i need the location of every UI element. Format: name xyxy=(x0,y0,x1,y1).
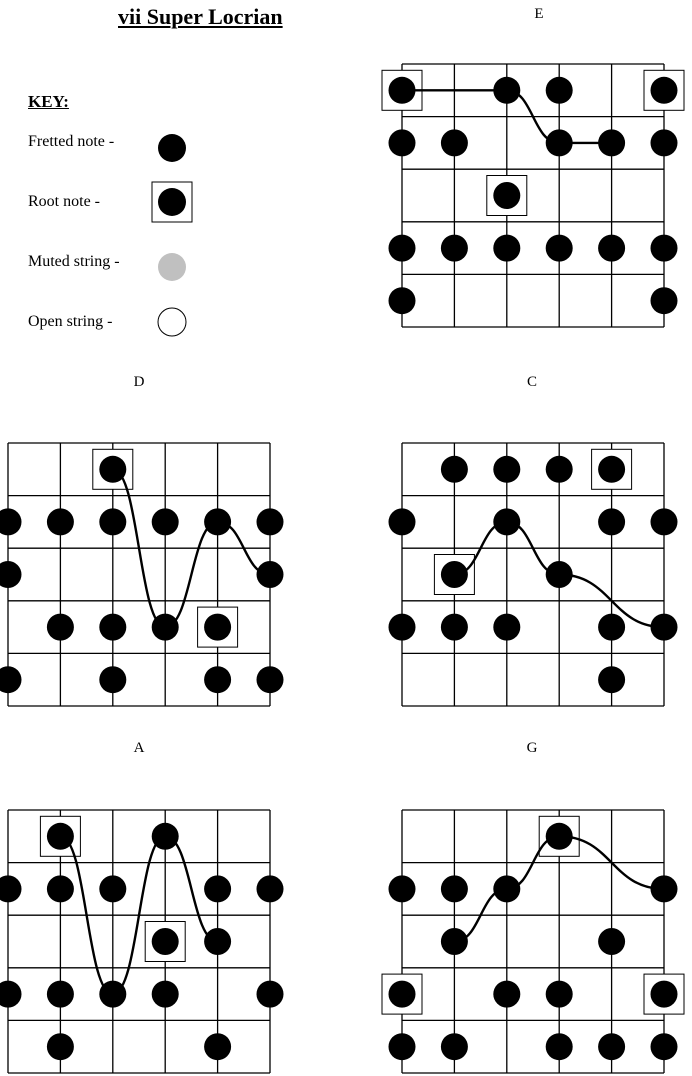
fretted-note xyxy=(389,508,416,535)
fretted-note xyxy=(204,1033,231,1060)
fretboard-c xyxy=(389,443,678,706)
diagram-label-a: A xyxy=(133,740,145,756)
fretted-note xyxy=(651,287,678,314)
fretted-note xyxy=(546,77,573,104)
fretboard-d xyxy=(0,443,284,706)
fretboards xyxy=(0,64,684,1073)
fretted-note xyxy=(257,561,284,588)
fretted-note xyxy=(152,823,179,850)
fretted-note xyxy=(257,981,284,1008)
diagram-label-c: C xyxy=(526,374,538,390)
fretted-note xyxy=(204,928,231,955)
root-note xyxy=(651,981,678,1008)
fretted-note xyxy=(598,928,625,955)
fretted-note xyxy=(546,129,573,156)
fretted-note xyxy=(546,981,573,1008)
fretted-note xyxy=(99,508,126,535)
page-title: vii Super Locrian xyxy=(118,4,283,29)
root-note xyxy=(47,823,74,850)
fretted-note xyxy=(651,508,678,535)
fretted-note xyxy=(0,508,22,535)
fretted-note xyxy=(546,561,573,588)
key-label-open: Open string - xyxy=(28,313,113,330)
key-symbol-open xyxy=(158,308,186,336)
fretted-note xyxy=(257,875,284,902)
diagram-label-d: D xyxy=(133,374,145,390)
fretted-note xyxy=(152,981,179,1008)
fretted-note xyxy=(99,875,126,902)
fretted-note xyxy=(493,77,520,104)
fretted-note xyxy=(152,614,179,641)
fretted-note xyxy=(651,129,678,156)
fretted-note xyxy=(441,928,468,955)
fretted-note xyxy=(493,235,520,262)
fretted-note xyxy=(441,129,468,156)
key-symbol-muted xyxy=(158,253,186,281)
fretted-note xyxy=(0,561,22,588)
fretted-note xyxy=(493,614,520,641)
fretted-note xyxy=(598,666,625,693)
fretted-note xyxy=(441,456,468,483)
fretted-note xyxy=(204,875,231,902)
fretted-note xyxy=(493,875,520,902)
fretted-note xyxy=(651,1033,678,1060)
fretted-note xyxy=(47,508,74,535)
fretted-note xyxy=(493,981,520,1008)
fretted-note xyxy=(204,508,231,535)
fretted-note xyxy=(257,666,284,693)
fretted-note xyxy=(493,456,520,483)
fretted-note xyxy=(389,1033,416,1060)
fretted-note xyxy=(99,981,126,1008)
fretted-note xyxy=(598,129,625,156)
fretted-note xyxy=(441,875,468,902)
key-label-root: Root note - xyxy=(28,193,100,210)
fretted-note xyxy=(47,875,74,902)
fretboard-a xyxy=(0,810,284,1073)
fretted-note xyxy=(0,666,22,693)
fretted-note xyxy=(546,456,573,483)
fretted-note xyxy=(598,508,625,535)
fretted-note xyxy=(389,287,416,314)
key-symbol-fretted xyxy=(158,134,186,162)
fretted-note xyxy=(441,614,468,641)
key-symbol-root xyxy=(158,188,186,216)
fretted-note xyxy=(47,1033,74,1060)
root-note xyxy=(99,456,126,483)
fretted-note xyxy=(546,235,573,262)
key-symbols xyxy=(152,134,192,336)
key-heading: KEY: xyxy=(28,92,69,111)
fretboard-e xyxy=(382,64,684,327)
fretted-note xyxy=(441,235,468,262)
fretted-note xyxy=(0,981,22,1008)
root-note xyxy=(389,77,416,104)
fretted-note xyxy=(598,235,625,262)
fretted-note xyxy=(651,614,678,641)
diagram-label-g: G xyxy=(526,740,538,756)
root-note xyxy=(598,456,625,483)
root-note xyxy=(546,823,573,850)
root-note xyxy=(651,77,678,104)
key-label-muted: Muted string - xyxy=(28,253,120,270)
root-note xyxy=(389,981,416,1008)
fretted-note xyxy=(389,875,416,902)
diagram-label-e: E xyxy=(534,6,544,22)
root-note xyxy=(441,561,468,588)
root-note xyxy=(493,182,520,209)
fretted-note xyxy=(257,508,284,535)
fretted-note xyxy=(0,875,22,902)
fretted-note xyxy=(389,129,416,156)
fretted-note xyxy=(204,666,231,693)
fretted-note xyxy=(99,614,126,641)
fretted-note xyxy=(152,508,179,535)
root-note xyxy=(152,928,179,955)
fretted-note xyxy=(47,614,74,641)
fretted-note xyxy=(99,666,126,693)
fretted-note xyxy=(441,1033,468,1060)
root-note xyxy=(204,614,231,641)
fretted-note xyxy=(493,508,520,535)
key-label-fretted: Fretted note - xyxy=(28,133,115,150)
fretted-note xyxy=(651,235,678,262)
fretted-note xyxy=(47,981,74,1008)
fretted-note xyxy=(651,875,678,902)
fretted-note xyxy=(598,614,625,641)
fretboard-g xyxy=(382,810,684,1073)
fretted-note xyxy=(389,235,416,262)
fretted-note xyxy=(598,1033,625,1060)
fretted-note xyxy=(389,614,416,641)
fretted-note xyxy=(546,1033,573,1060)
